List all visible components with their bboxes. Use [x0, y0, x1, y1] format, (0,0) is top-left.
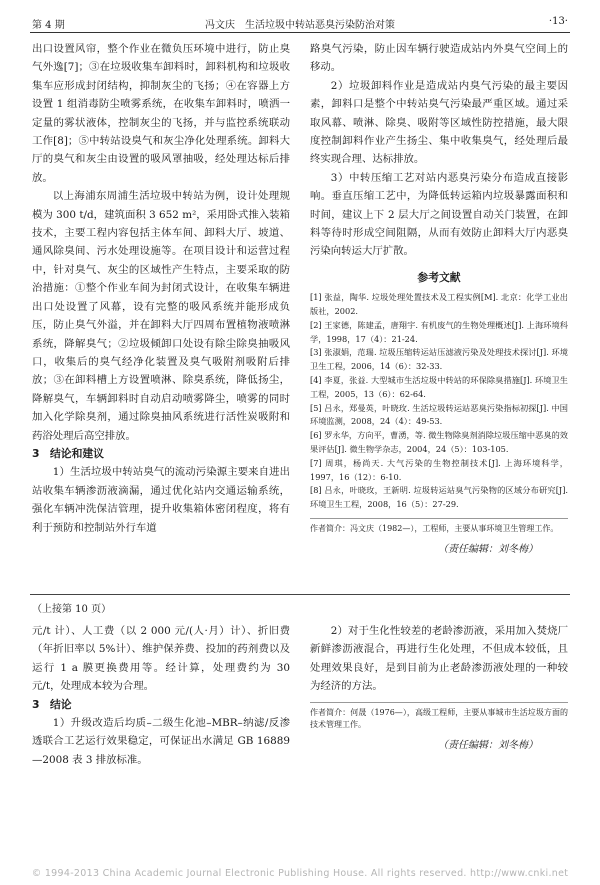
reference-item: [4] 李夏，张益. 大型城市生活垃圾中转站的环保除臭措施[J]. 环境卫生工程，2005，13（6）：62-64.	[310, 375, 568, 399]
body-paragraph: 以上海浦东周浦生活垃圾中转站为例，设计处理规模为 300 t/d，建筑面积 3 652 m²，采用卧式推入装箱技术，主要工程内容包括主体车间、卸料大厅、坡道、通风除臭间、污水处理设施等。在项目设计和运营过程中，针对臭气、灰尘的区域性产生特点，主要采取的防治措施：①整个作业车间为封闭式设计，在收集车辆进出口处设置了风幕，设有完整的吸风系统并能形成负压，防止臭气外溢，并在卸料大厅四周布置植物液喷淋系统，降解臭气；②垃圾倾卸口处设有除尘除臭抽吸风口，收集后的臭气经净化装置及臭气吸附剂吸附后排放；③在卸料槽上方设置喷淋、除臭系统，降低扬尘，降解臭气，车辆卸料时自动启动喷雾降尘，喷雾的同时加入化学除臭剂，通过除臭抽风系统进行活性炭吸附和药浴处理后高空排放。	[32, 190, 290, 442]
body-paragraph: 3）中转压缩工艺对站内恶臭污染分布造成直接影响。垂直压缩工艺中，为降低转运箱内垃圾暴露面积和时间，建议上下 2 层大厅之间设置自动关门装置，在卸料等待时形成空间阻隔，从而有效防止卸料大厅内恶臭污染向转运大厅扩散。	[310, 171, 568, 258]
references-title: 参考文献	[417, 270, 461, 284]
page-number: ·13·	[548, 16, 568, 27]
lower-right-column	[310, 622, 568, 755]
body-paragraph: 路臭气污染，防止因车辆行驶造成站内外臭气空间上的移动。	[310, 43, 568, 74]
copyright-footer: © 1994-2013 China Academic Journal Electronic Publishing House. All rights reserved. http://www.cnki.net	[31, 868, 569, 879]
issue-number: 第 4 期	[32, 20, 65, 31]
continued-from-note: （上接第 10 页）	[32, 604, 112, 615]
reference-item: [5] 吕永，郑曼英，叶晓玫. 生活垃圾转运站恶臭污染指标初探[J]. 中国环境监测，2008，24（4）：49-53.	[310, 402, 568, 427]
reference-item: [8] 吕永，叶晓玫，王新明. 垃圾转运站臭气污染物的区域分布研究[J]. 环境卫生工程，2008，16（5）：27-29.	[310, 485, 568, 510]
page-header	[30, 10, 570, 33]
author-note: 作者简介：何晟（1976—），高级工程师，主要从事城市生活垃圾方面的技术管理工作。	[310, 702, 568, 731]
body-paragraph: 2）垃圾卸料作业是造成站内臭气污染的最主要因素，卸料口是整个中转站臭气污染最严重区域。通过采取风幕、喷淋、除臭、吸附等区域性防控措施，最大限度控制卸料作业产生扬尘、集中收集臭气，经处理后最终实现合理、达标排放。	[310, 79, 568, 166]
body-paragraph: 出口设置风帘，整个作业在微负压环境中进行，防止臭气外逸[7]；③在垃圾收集车卸料时，卸料机构和垃圾收集车应形成封闭结构，抑制灰尘的飞扬；④在容器上方设置 1 组消毒防尘喷雾系统，在收集车卸料时，喷洒一定量的雾状液体，控制灰尘的飞扬，并与监控系统联动工作[8]；⑤中转站设臭气和灰尘净化处理系统。卸料大厅的臭气和灰尘由设置的吸风罩抽吸，经处理达标后排放。	[32, 43, 290, 184]
running-title: 冯文庆 生活垃圾中转站恶臭污染防治对策	[205, 20, 395, 31]
reference-item: [1] 张益，陶华. 垃圾处理处置技术及工程实例[M]. 北京：化学工业出版社，2002.	[310, 292, 568, 317]
section-divider	[30, 594, 570, 595]
section-heading: 3 结论和建议	[32, 446, 104, 460]
body-paragraph: 1）生活垃圾中转站臭气的流动污染源主要来自进出站收集车辆渗沥液滴漏，通过优化站内交通运输系统，强化车辆冲洗保洁管理，提升收集箱体密闭程度，将有利于预防和控制站外行车道	[32, 466, 290, 534]
upper-left-column	[32, 40, 290, 537]
upper-right-column	[310, 40, 568, 559]
author-note: 作者简介：冯文庆（1982—），工程师，主要从事环境卫生管理工作。	[310, 518, 568, 535]
body-paragraph: 2）对于生化性较差的老龄渗沥液，采用加入焚烧厂新鲜渗沥液混合，再进行生化处理，不但成本较低，且处理效果良好，是到目前为止老龄渗沥液处理的一种较为经济的方法。	[310, 625, 568, 693]
reference-item: [7] 周琪，杨尚天. 大气污染的生物控制技术[J]. 上海环境科学，1997，16（12）：6-10.	[310, 457, 568, 482]
reference-item: [6] 罗永华，方向平，曹湧，等. 微生物除臭剂消除垃圾压缩中恶臭的效果评估[J]. 微生物学杂志，2004，24（5）：103-105.	[310, 430, 568, 455]
section-heading: 3 结论	[32, 697, 72, 711]
reference-item: [2] 王家德，陈建孟，唐翔宇. 有机废气的生物处理概述[J]. 上海环境科学，1998，17（4）：21-24.	[310, 319, 568, 344]
lower-left-column	[32, 622, 290, 769]
editor-note: （责任编辑：刘冬梅）	[438, 739, 538, 751]
reference-item: [3] 张淑娟，范瑞. 垃圾压缩转运站压滤液污染及处理技术探讨[J]. 环境卫生工程，2006，14（6）：32-33.	[310, 347, 568, 372]
editor-note: （责任编辑：刘冬梅）	[438, 544, 538, 556]
body-paragraph: 元/t 计）、人工费（以 2 000 元/(人·月）计）、折旧费（年折旧率以 5%计）、维护保养费、投加的药剂费以及运行 1 a 膜更换费用等。经计算，处理费约为 30 元/t，处理成本较为合理。	[32, 625, 290, 693]
body-paragraph: 1）升级改造后均质–二级生化池–MBR–纳滤/反渗透联合工艺运行效果稳定，可保证出水满足 GB 16889—2008 表 3 排放标准。	[32, 717, 290, 766]
